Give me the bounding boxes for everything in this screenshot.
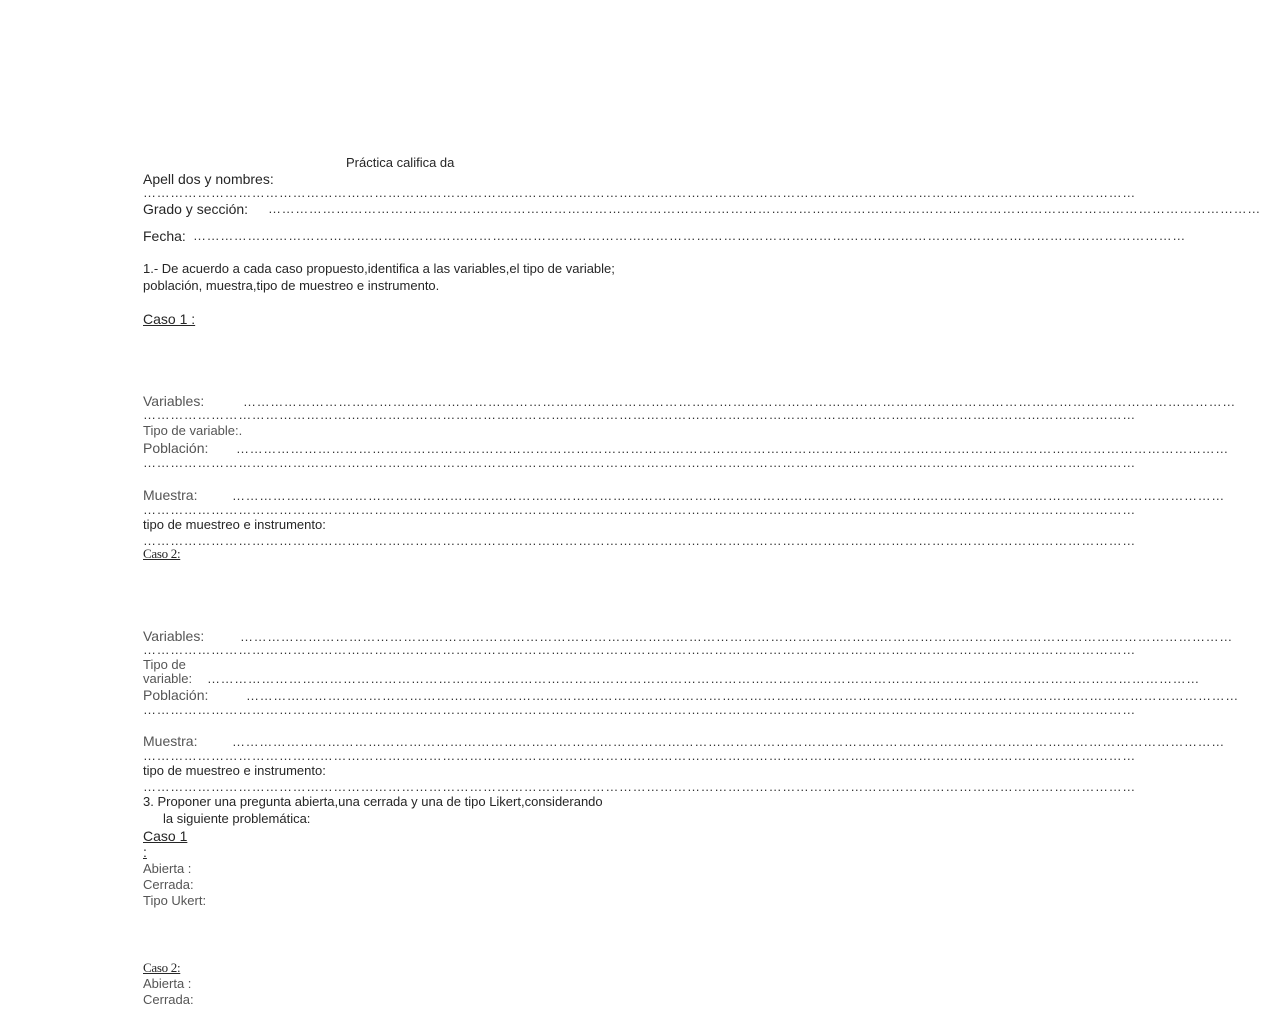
case-1-variables-label: Variables: <box>143 393 205 409</box>
name-fill-line: ………………………………………………………………………………………………………………………………………………………………………………………………… <box>143 185 1136 200</box>
case-2-variables-line-2: ………………………………………………………………………………………………………………………………………………………………………………………………… <box>143 642 1136 657</box>
case-1-population-line: ………………………………………………………………………………………………………………………………………………………………………………………………… <box>236 441 1229 456</box>
case-1-population-line-2: ………………………………………………………………………………………………………………………………………………………………………………………………… <box>143 455 1136 470</box>
question-3-case-2-title: Caso 2: <box>143 960 181 975</box>
case-1-title: Caso 1 : <box>143 311 196 327</box>
case-2-type-label-2: variable: <box>143 671 193 686</box>
case-2-population-line-2: ………………………………………………………………………………………………………………………………………………………………………………………………… <box>143 702 1136 717</box>
case-2-sample-label: Muestra: <box>143 733 198 749</box>
case-2-population-label: Población: <box>143 687 209 703</box>
closed-question-label: Cerrada: <box>143 877 194 892</box>
case-1-variables-line: ………………………………………………………………………………………………………………………………………………………………………………………………… <box>243 394 1236 409</box>
case-2-sample-line-2: ………………………………………………………………………………………………………………………………………………………………………………………………… <box>143 748 1136 763</box>
case-1-sample-line: ………………………………………………………………………………………………………………………………………………………………………………………………… <box>232 488 1225 503</box>
case-2-open-question-label: Abierta : <box>143 976 192 991</box>
case-2-sampling-line: ………………………………………………………………………………………………………………………………………………………………………………………………… <box>143 779 1136 794</box>
grade-label: Grado y sección: <box>143 201 249 217</box>
question-1-line-2: población, muestra,tipo de muestreo e instrumento. <box>143 278 440 293</box>
date-fill-line: ………………………………………………………………………………………………………………………………………………………………………………………………… <box>193 228 1186 243</box>
case-1-sampling-line: ………………………………………………………………………………………………………………………………………………………………………………………………… <box>143 533 1136 548</box>
question-1-line-1: 1.- De acuerdo a cada caso propuesto,identifica a las variables,el tipo de variable; <box>143 261 615 276</box>
name-label: Apell dos y nombres: <box>143 171 274 187</box>
question-3-case-1-title-colon: : <box>143 844 147 860</box>
case-1-population-label: Población: <box>143 440 209 456</box>
date-label: Fecha: <box>143 228 186 244</box>
case-2-variables-label: Variables: <box>143 628 205 644</box>
likert-question-label: Tipo Ukert: <box>143 893 207 908</box>
open-question-label: Abierta : <box>143 861 192 876</box>
grade-fill-line: ………………………………………………………………………………………………………………………………………………………………………………………………… <box>268 201 1261 216</box>
case-2-variables-line: ………………………………………………………………………………………………………………………………………………………………………………………………… <box>240 629 1233 644</box>
case-2-type-label: Tipo de <box>143 657 186 672</box>
question-3-line-2: la siguiente problemática: <box>163 811 311 826</box>
case-2-closed-question-label: Cerrada: <box>143 992 194 1007</box>
case-2-sampling-label: tipo de muestreo e instrumento: <box>143 763 326 778</box>
case-2-type-line: ………………………………………………………………………………………………………………………………………………………………………………………………… <box>207 671 1200 686</box>
case-2-title: Caso 2: <box>143 546 181 561</box>
case-1-type-label: Tipo de variable:. <box>143 423 243 438</box>
case-1-variables-line-2: ………………………………………………………………………………………………………………………………………………………………………………………………… <box>143 407 1136 422</box>
case-1-sample-label: Muestra: <box>143 487 198 503</box>
question-3-case-1-title: Caso 1 <box>143 828 188 844</box>
page-title: Práctica califica da <box>346 155 455 170</box>
case-2-sample-line: ………………………………………………………………………………………………………………………………………………………………………………………………… <box>232 734 1225 749</box>
case-2-population-line: ………………………………………………………………………………………………………………………………………………………………………………………………… <box>246 688 1239 703</box>
case-1-sample-line-2: ………………………………………………………………………………………………………………………………………………………………………………………………… <box>143 502 1136 517</box>
question-3-line-1: 3. Proponer una pregunta abierta,una cerrada y una de tipo Likert,considerando <box>143 794 603 809</box>
case-1-sampling-label: tipo de muestreo e instrumento: <box>143 517 326 532</box>
